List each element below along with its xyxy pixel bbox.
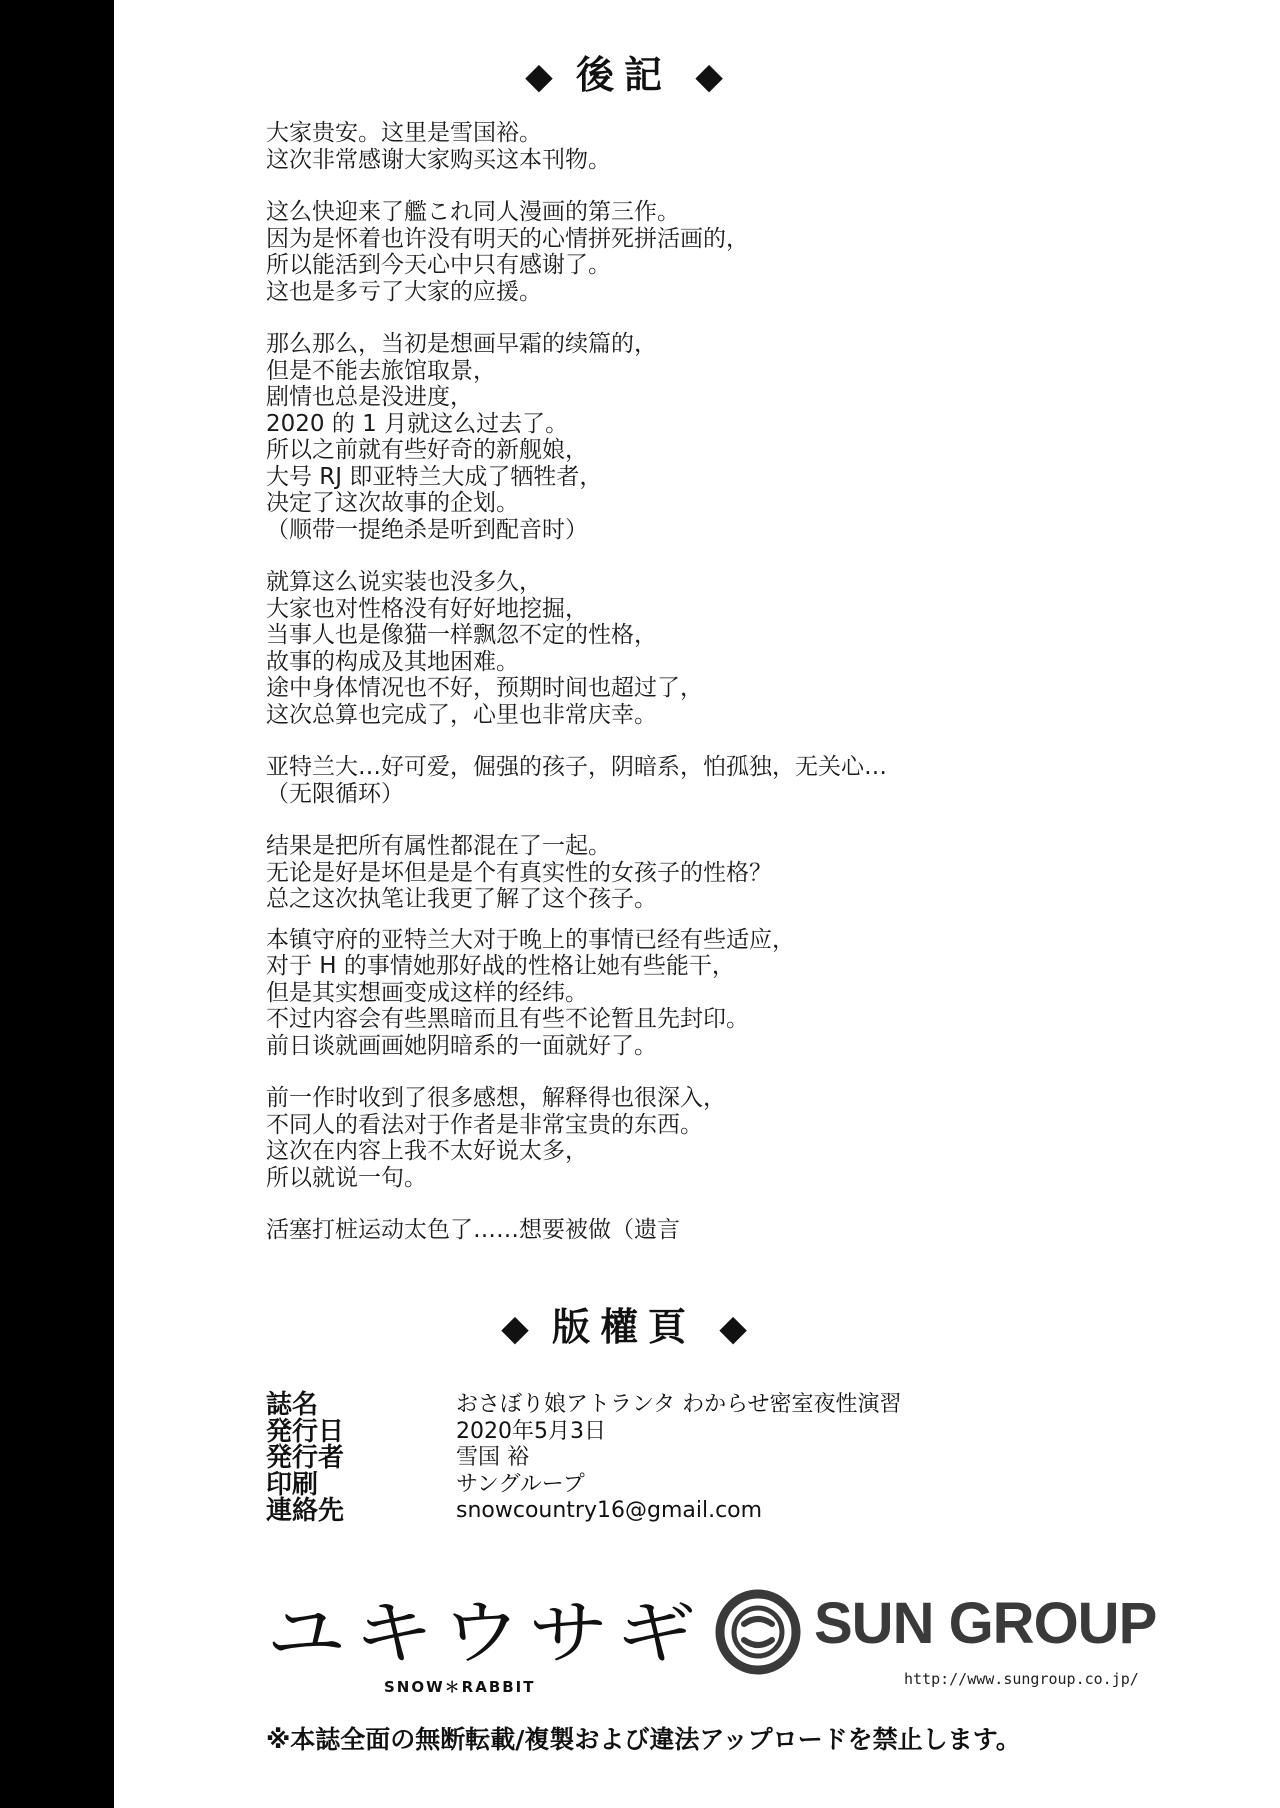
left-black-margin	[0, 0, 114, 1808]
afterword-line: 本镇守府的亚特兰大对于晚上的事情已经有些适应，	[266, 926, 795, 953]
sun-group-url: http://www.sungroup.co.jp/	[904, 1670, 1139, 1688]
afterword-line: 所以能活到今天心中只有感谢了。	[266, 252, 611, 278]
afterword-paragraph	[266, 569, 966, 728]
afterword-line: 这次总算也完成了，心里也非常庆幸。	[266, 701, 657, 728]
sun-group-emblem-icon	[714, 1588, 802, 1676]
afterword-line: 这也是多亏了大家的应援。	[266, 278, 542, 305]
afterword-paragraph	[266, 199, 966, 305]
colophon-row	[266, 1469, 1126, 1500]
afterword-line: 这次在内容上我不太好说太多，	[266, 1138, 588, 1164]
colophon-label: 印刷	[266, 1469, 319, 1500]
afterword-line: 这么快迎来了艦これ同人漫画的第三作。	[266, 199, 680, 225]
colophon-row	[266, 1392, 1126, 1419]
colophon-label: 発行者	[266, 1443, 345, 1473]
afterword-line: 所以就说一句。	[266, 1164, 427, 1191]
colophon-label: 発行日	[266, 1416, 345, 1447]
colophon-value: snowcountry16@gmail.com	[456, 1498, 763, 1523]
afterword-paragraph	[266, 1217, 966, 1244]
afterword-line: （顺带一提绝杀是听到配音时）	[266, 516, 588, 543]
afterword-line: 剧情也总是没进度，	[266, 384, 473, 410]
afterword-line: 总之这次执笔让我更了解了这个孩子。	[266, 886, 657, 912]
afterword-line: 亚特兰大…好可爱，倔强的孩子，阴暗系，怕孤独，无关心…	[266, 754, 887, 780]
colophon-label: 連絡先	[266, 1496, 345, 1526]
colophon-row	[266, 1416, 1126, 1447]
afterword-line: 途中身体情况也不好，预期时间也超过了，	[266, 675, 703, 701]
afterword-line: 决定了这次故事的企划。	[266, 490, 519, 516]
logo-english-text: SNOW＊RABBIT	[384, 1678, 536, 1696]
snow-rabbit-logo	[266, 1592, 703, 1702]
afterword-heading	[114, 44, 1134, 99]
afterword-line: 但是其实想画变成这样的经纬。	[266, 979, 588, 1006]
colophon-value: 雪国 裕	[456, 1445, 529, 1470]
afterword-line: 2020 的 1 月就这么过去了。	[266, 410, 569, 437]
diamond-right-icon: ◆	[719, 1308, 747, 1349]
colophon-value: 2020年5月3日	[456, 1418, 606, 1444]
afterword-line: （无限循环）	[266, 780, 404, 807]
afterword-line: 不过内容会有些黑暗而且有些不论暂且先封印。	[266, 1006, 749, 1032]
diamond-right-icon: ◆	[695, 56, 723, 97]
copyright-notice: ※本誌全面の無断転載/複製および違法アップロードを禁止します。	[266, 1725, 1021, 1754]
colophon-heading	[114, 1296, 1134, 1351]
afterword-line: 那么那么，当初是想画早霜的续篇的，	[266, 331, 657, 357]
afterword-line: 大家也对性格没有好好地挖掘，	[266, 595, 588, 622]
afterword-line: 但是不能去旅馆取景，	[266, 357, 496, 384]
afterword-paragraph	[266, 754, 966, 807]
afterword-paragraph	[266, 927, 966, 1060]
colophon-value: おさぼり娘アトランタ わからせ密室夜性演習	[456, 1392, 902, 1417]
afterword-line: 所以之前就有些好奇的新舰娘，	[266, 437, 588, 463]
afterword-line: 无论是好是坏但是是个有真实性的女孩子的性格？	[266, 859, 772, 886]
afterword-line: 当事人也是像猫一样飘忽不定的性格，	[266, 622, 657, 648]
diamond-left-icon: ◆	[525, 56, 553, 97]
afterword-line: 故事的构成及其地困难。	[266, 648, 519, 675]
sun-group-name: SUN GROUP	[814, 1591, 1157, 1656]
colophon-value: サングループ	[456, 1471, 585, 1497]
sun-group-logo	[714, 1580, 1157, 1710]
afterword-line: 结果是把所有属性都混在了一起。	[266, 833, 611, 859]
colophon-label: 誌名	[266, 1390, 319, 1420]
afterword-line: 对于 H 的事情她那好战的性格让她有些能干，	[266, 953, 735, 979]
logo-japanese-text: ユキウサギ	[266, 1592, 703, 1674]
afterword-paragraph	[266, 120, 966, 173]
afterword-line: 前日谈就画画她阴暗系的一面就好了。	[266, 1032, 657, 1059]
colophon-title: 版權頁	[551, 1305, 696, 1349]
afterword-paragraph	[266, 331, 966, 543]
colophon-row	[266, 1445, 1126, 1472]
afterword-title: 後記	[575, 53, 672, 97]
afterword-line: 因为是怀着也许没有明天的心情拼死拼活画的，	[266, 225, 749, 252]
afterword-paragraph	[266, 833, 966, 913]
afterword-paragraph	[266, 1085, 966, 1191]
afterword-body	[266, 120, 966, 1270]
afterword-line: 前一作时收到了很多感想，解释得也很深入，	[266, 1085, 726, 1111]
afterword-line: 大家贵安。这里是雪国裕。	[266, 120, 542, 146]
page	[114, 0, 1280, 1808]
colophon-table	[266, 1392, 1126, 1525]
afterword-line: 大号 RJ 即亚特兰大成了牺牲者，	[266, 463, 603, 490]
afterword-line: 这次非常感谢大家购买这本刊物。	[266, 146, 611, 173]
afterword-line: 就算这么说实装也没多久，	[266, 569, 542, 595]
colophon-row	[266, 1498, 1126, 1525]
afterword-line: 不同人的看法对于作者是非常宝贵的东西。	[266, 1111, 703, 1138]
afterword-line: 活塞打桩运动太色了……想要被做（遗言	[266, 1217, 680, 1243]
diamond-left-icon: ◆	[501, 1308, 529, 1349]
